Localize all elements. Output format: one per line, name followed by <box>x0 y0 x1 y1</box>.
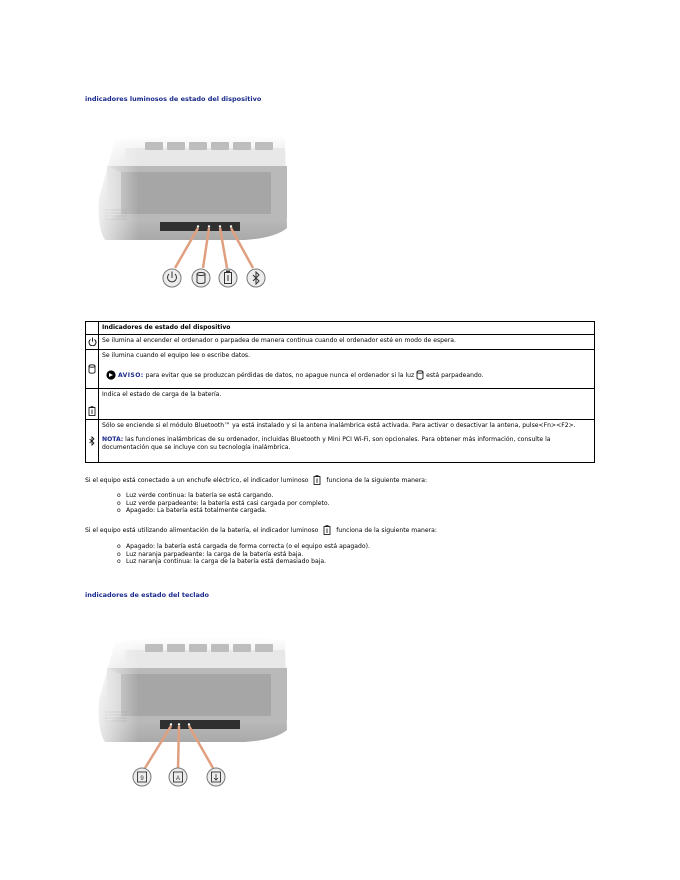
list-item: o Apagado: La batería está totalmente cargada. <box>117 507 329 515</box>
table-header-row <box>86 322 595 335</box>
paragraph-text-end: funciona de la siguiente manera: <box>336 527 437 534</box>
table-row <box>86 335 595 350</box>
laptop-keyboard-status-figure <box>85 630 300 790</box>
aviso-note <box>102 370 591 380</box>
paragraph-text-end: funciona de la siguiente manera: <box>326 477 428 484</box>
battery-icon <box>323 525 331 535</box>
list-item: o Luz verde parpadeante: la batería está casi cargada por completo. <box>117 500 329 508</box>
list-item: o Apagado: la batería está cargada de forma correcta (o el equipo está apagado). <box>117 543 370 551</box>
hard-drive-icon <box>88 364 96 374</box>
list-item: o Luz naranja continua: la carga de la batería está demasiado baja. <box>117 558 370 566</box>
device-status-table <box>85 321 595 463</box>
battery-power-list <box>117 543 370 566</box>
list-item: o Luz verde continua: la batería se está cargando. <box>117 492 329 500</box>
paragraph-text: Si el equipo está utilizando alimentación de la batería, el indicador luminoso <box>85 527 319 534</box>
row-power-text: Se ilumina al encender el ordenador o parpadea de manera continua cuando el ordenador esté en modo de espera. <box>99 335 595 350</box>
laptop-device-status-figure <box>85 128 300 300</box>
nota-text: las funciones inalámbricas de su ordenador, incluidas Bluetooth y Mini PCI Wi-Fi, son opcionales. Para obtener más información, consulte la documentación que se incluye con su tecnología inalámbrica. <box>102 436 551 451</box>
section-title-device-status: indicadores luminosos de estado del dispositivo <box>85 95 262 103</box>
bluetooth-icon <box>88 436 96 446</box>
power-icon <box>88 337 97 346</box>
svg-text:9: 9 <box>140 776 144 782</box>
nota-note <box>102 436 591 452</box>
hard-drive-icon <box>416 370 424 380</box>
list-item: o Luz naranja parpadeante: la carga de la batería está baja. <box>117 551 370 559</box>
battery-icon <box>313 475 321 485</box>
ac-power-list <box>117 492 329 515</box>
svg-text:A: A <box>175 776 181 782</box>
warning-icon <box>106 370 116 380</box>
battery-icon <box>88 406 96 416</box>
table-row <box>86 389 595 420</box>
table-row <box>86 420 595 463</box>
row-hdd-text: Se ilumina cuando el equipo lee o escribe datos. <box>102 352 251 359</box>
aviso-text-end: está parpadeando. <box>426 372 484 379</box>
row-battery-text: Indica el estado de carga de la batería. <box>99 389 595 420</box>
aviso-text: para evitar que se produzcan pérdidas de datos, no apague nunca el ordenador si la luz <box>143 372 415 379</box>
row-bluetooth-text: Sólo se enciende si el módulo Bluetooth™ ya está instalado y si la antena inalámbrica está activada. Para activar o desactivar la antena, pulse<Fn><F2>. <box>102 422 576 429</box>
paragraph-ac-power <box>85 475 427 485</box>
section-title-keyboard-status: indicadores de estado del teclado <box>85 591 209 599</box>
table-header: Indicadores de estado del dispositivo <box>99 322 595 335</box>
nota-label: NOTA: <box>102 436 124 443</box>
paragraph-battery-power <box>85 525 437 535</box>
aviso-label: AVISO: <box>117 372 144 379</box>
table-row <box>86 350 595 389</box>
paragraph-text: Si el equipo está conectado a un enchufe eléctrico, el indicador luminoso <box>85 477 309 484</box>
